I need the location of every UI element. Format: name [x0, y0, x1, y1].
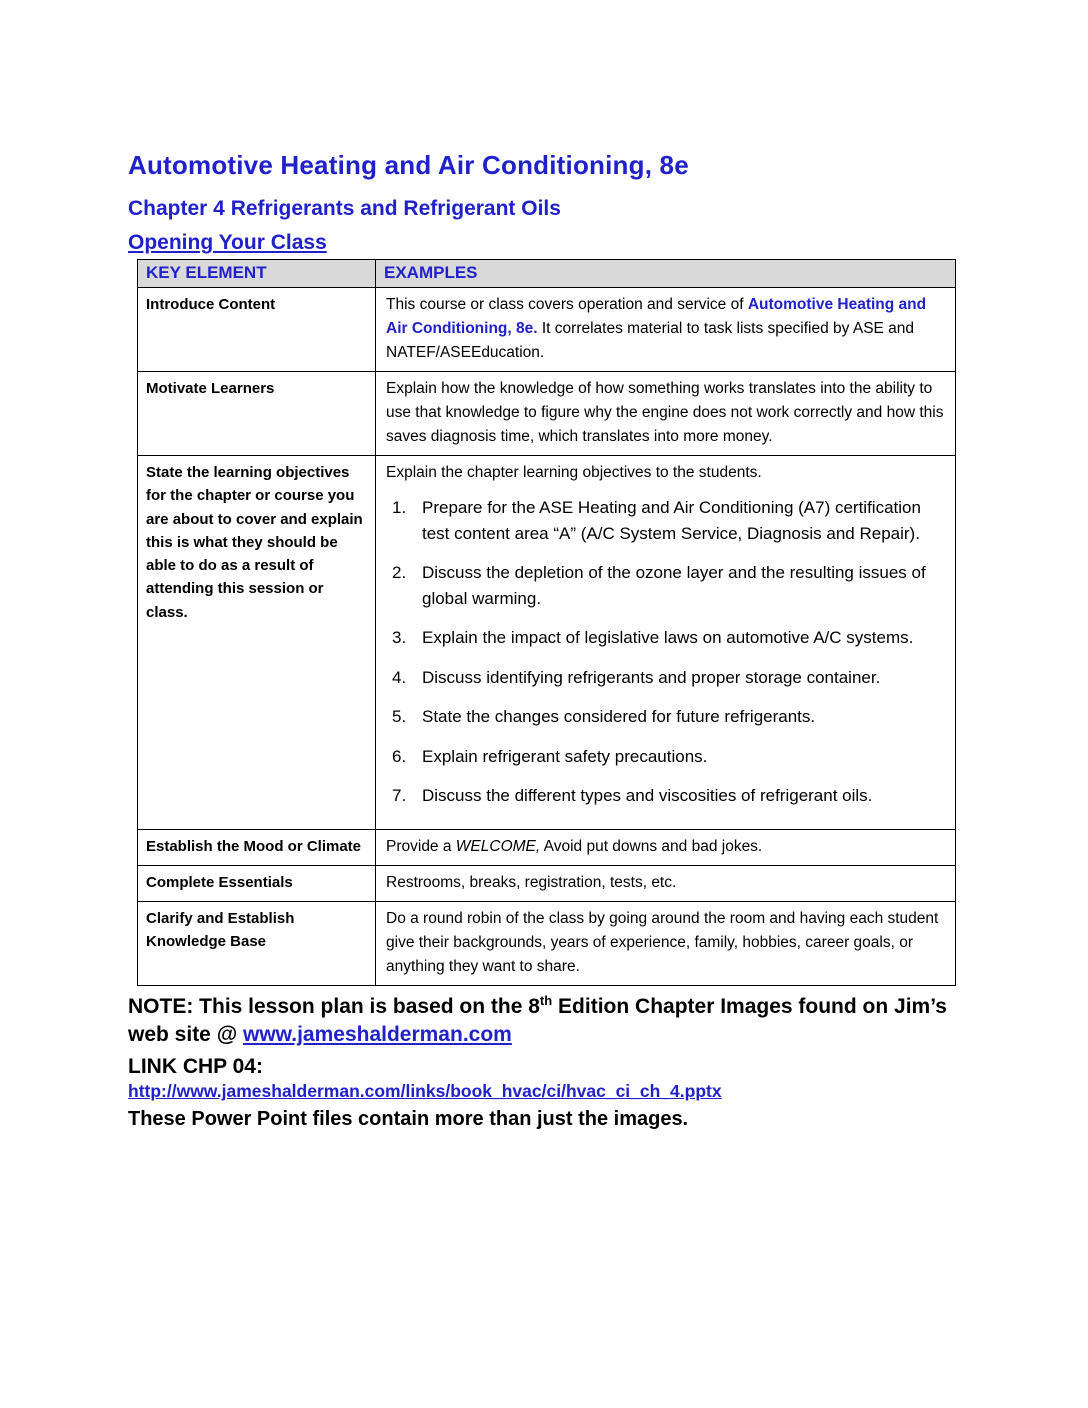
- examples-cell: Explain how the knowledge of how something works translates into the ability to use that knowledge to figure why the engine does not work correctly and how this saves diagnosis time, which translates into more money.: [376, 372, 956, 456]
- objective-item: State the changes considered for future refrigerants.: [422, 707, 816, 727]
- objective-item: Explain the impact of legislative laws on automotive A/C systems.: [422, 628, 914, 648]
- table-row-establish-mood: [138, 829, 956, 865]
- objectives-intro: Explain the chapter learning objectives to the students.: [386, 464, 762, 482]
- example-text: It correlates material to task lists specified by ASE and NATEF/ASEEducation.: [386, 320, 915, 362]
- table-row-motivate-learners: [138, 372, 956, 456]
- note-text: [128, 992, 958, 1050]
- link-chp-url-line: [128, 1081, 958, 1102]
- examples-cell: Restrooms, breaks, registration, tests, etc.: [376, 865, 956, 901]
- key-cell: Complete Essentials: [138, 865, 376, 901]
- table-row-clarify-knowledge-base: [138, 901, 956, 985]
- examples-cell: [376, 288, 956, 372]
- jameshalderman-site-link[interactable]: www.jameshalderman.com: [243, 1023, 512, 1047]
- table-header-row: [138, 260, 956, 288]
- key-cell: Clarify and Establish Knowledge Base: [138, 901, 376, 985]
- example-text: This course or class covers operation and service of: [386, 296, 748, 313]
- chapter-title: Chapter 4 Refrigerants and Refrigerant Oils: [128, 197, 561, 220]
- example-text: Provide a: [386, 837, 456, 855]
- table-row-learning-objectives: [138, 456, 956, 830]
- key-cell: Motivate Learners: [138, 372, 376, 456]
- key-cell: State the learning objectives for the chapter or course you are about to cover and explain this is what they should be able to do as a result of attending this session or class.: [138, 456, 376, 830]
- objective-item: Prepare for the ASE Heating and Air Conditioning (A7) certification test content area “A” (A/C System Service, Diagnosis and Repair).: [422, 498, 921, 543]
- section-title: Opening Your Class: [128, 231, 327, 254]
- examples-cell: [376, 829, 956, 865]
- table-row-complete-essentials: [138, 865, 956, 901]
- key-cell: Establish the Mood or Climate: [138, 829, 376, 865]
- table-row-introduce-content: [138, 288, 956, 372]
- key-cell: Introduce Content: [138, 288, 376, 372]
- objective-item: Explain refrigerant safety precautions.: [422, 746, 708, 766]
- examples-cell: [376, 456, 956, 830]
- note-superscript: th: [539, 992, 553, 1008]
- example-text-highlight: Automotive Heating and Air Conditioning, 8e.: [386, 296, 927, 338]
- page-title: Automotive Heating and Air Conditioning, 8e: [128, 150, 689, 180]
- note-text-part2: Edition Chapter Images found on Jim’s web site @: [128, 994, 947, 1047]
- objectives-list: [386, 495, 945, 809]
- link-chp-label: LINK CHP 04:: [128, 1055, 263, 1079]
- objective-item: Discuss the different types and viscosities of refrigerant oils.: [422, 786, 873, 806]
- closing-text: These Power Point files contain more than just the images.: [128, 1108, 689, 1131]
- example-text-italic: WELCOME,: [455, 837, 541, 855]
- chapter-pptx-link[interactable]: http://www.jameshalderman.com/links/book_hvac/ci/hvac_ci_ch_4.pptx: [128, 1081, 722, 1102]
- table-header-key-element: KEY ELEMENT: [138, 260, 376, 288]
- examples-cell: Do a round robin of the class by going around the room and having each student give their backgrounds, years of experience, family, hobbies, career goals, or anything they want to share.: [376, 901, 956, 985]
- note-text-part1: NOTE: This lesson plan is based on the 8: [128, 994, 540, 1018]
- objective-item: Discuss the depletion of the ozone layer and the resulting issues of global warming.: [422, 563, 926, 608]
- footer-note-block: [128, 992, 958, 1132]
- table-header-examples: EXAMPLES: [376, 260, 956, 288]
- lesson-plan-table: [137, 259, 956, 986]
- objective-item: Discuss identifying refrigerants and proper storage container.: [422, 667, 881, 687]
- example-text: Avoid put downs and bad jokes.: [540, 837, 763, 855]
